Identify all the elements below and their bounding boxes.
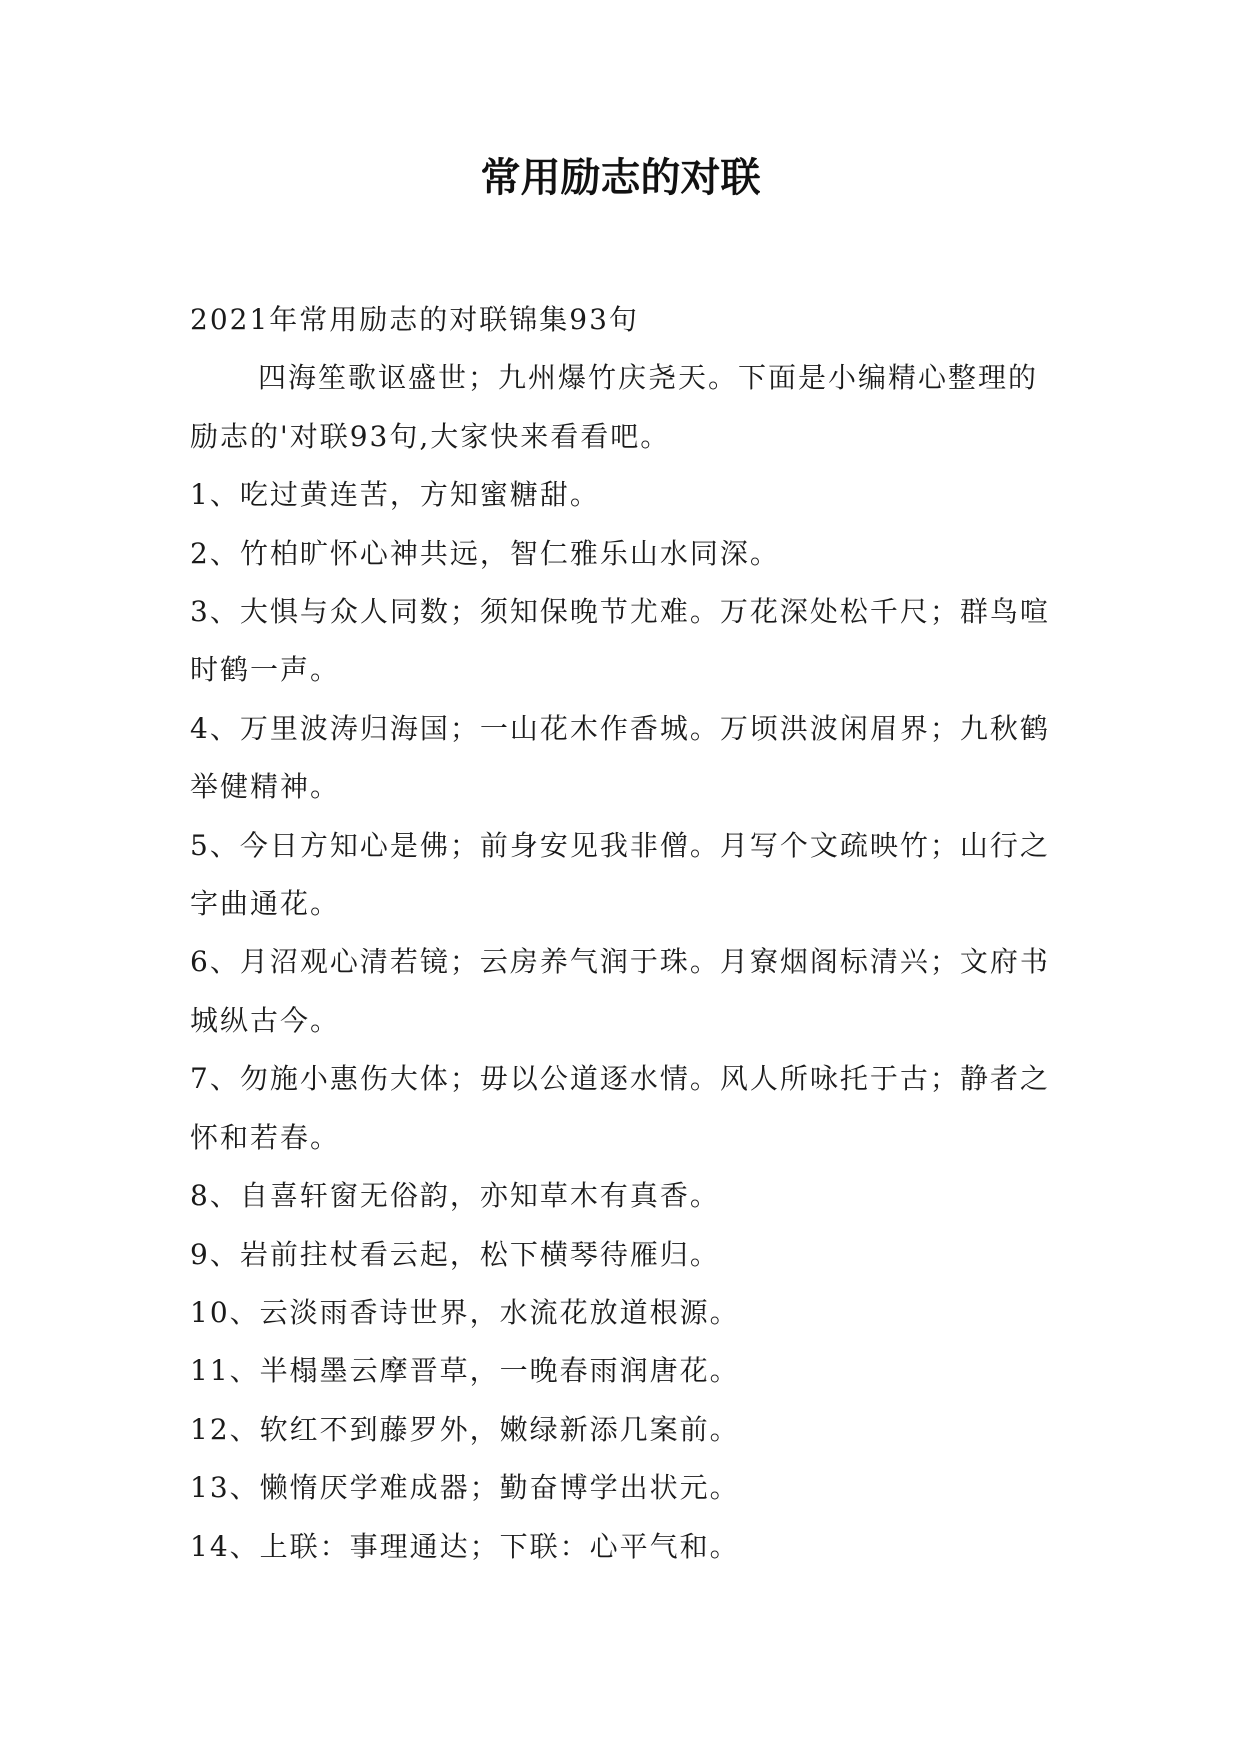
couplet-item: 6、月沼观心清若镜；云房养气润于珠。月寮烟阁标清兴；文府书城纵古今。 <box>190 945 1050 1037</box>
couplet-item: 10、云淡雨香诗世界，水流花放道根源。 <box>190 1295 740 1329</box>
couplet-item: 9、岩前拄杖看云起，松下横琴待雁归。 <box>190 1237 720 1271</box>
couplet-item: 11、半榻墨云摩晋草，一晚春雨润唐花。 <box>190 1354 740 1388</box>
couplet-item: 4、万里波涛归海国；一山花木作香城。万顷洪波闲眉界；九秋鹤举健精神。 <box>190 711 1050 804</box>
couplet-item: 8、自喜轩窗无俗韵，亦知草木有真香。 <box>190 1179 720 1213</box>
intro-paragraph: 四海笙歌讴盛世；九州爆竹庆尧天。下面是小编精心整理的励志的'对联93句,大家快来看看吧。 <box>190 361 1039 453</box>
couplet-item: 7、勿施小惠伤大体；毋以公道逐水情。风人所咏托于古；静者之怀和若春。 <box>190 1062 1050 1154</box>
couplet-item: 3、大惧与众人同数；须知保晚节尤难。万花深处松千尺；群鸟喧时鹤一声。 <box>190 595 1050 687</box>
couplet-item: 1、吃过黄连苦，方知蜜糖甜。 <box>190 478 600 512</box>
document-title: 常用励志的对联 <box>480 155 761 201</box>
couplet-item: 2、竹柏旷怀心神共远，智仁雅乐山水同深。 <box>190 536 780 570</box>
document-subtitle: 2021年常用励志的对联锦集93句 <box>190 303 639 336</box>
couplet-item: 14、上联：事理通达；下联：心平气和。 <box>190 1529 740 1563</box>
document-body <box>190 291 1060 1576</box>
couplet-item: 5、今日方知心是佛；前身安见我非僧。月写个文疏映竹；山行之字曲通花。 <box>190 828 1050 921</box>
couplet-item: 12、软红不到藤罗外，嫩绿新添几案前。 <box>190 1412 740 1446</box>
couplet-item: 13、懒惰厌学难成器；勤奋博学出状元。 <box>190 1471 740 1505</box>
